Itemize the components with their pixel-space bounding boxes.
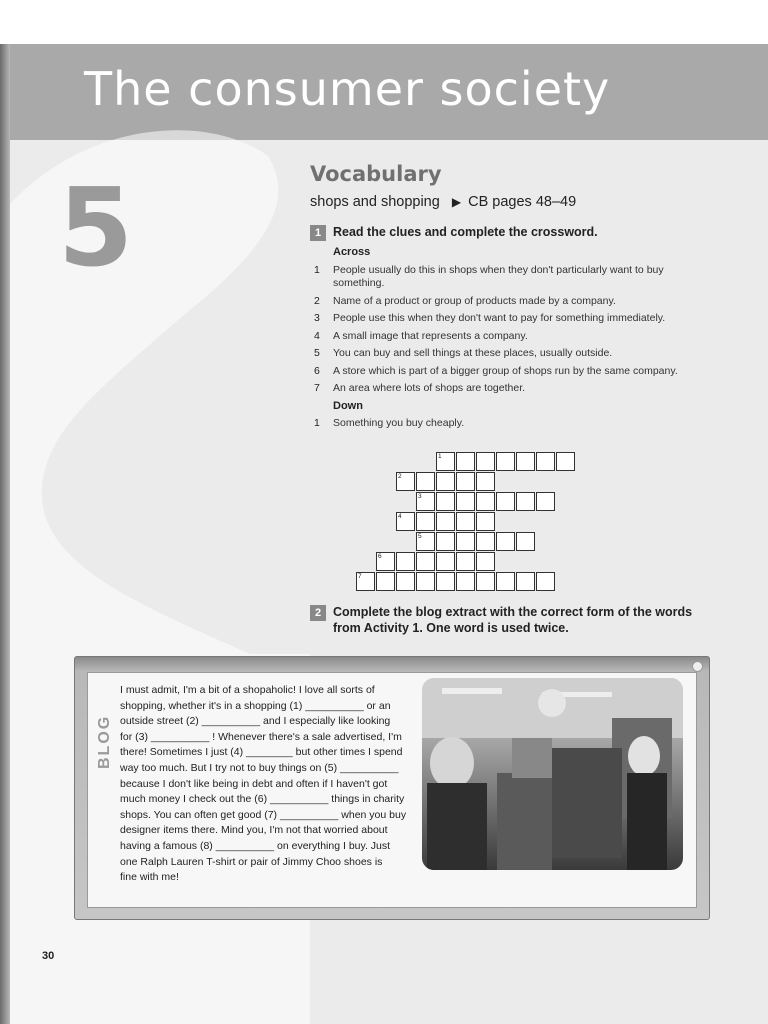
blog-line: outside street (2) __________ and I especially like looking	[120, 715, 391, 728]
crossword-cell[interactable]	[556, 452, 575, 471]
crossword-cell[interactable]	[436, 512, 455, 531]
crossword-cell[interactable]	[416, 512, 435, 531]
clue-text: You can buy and sell things at these places, usually outside.	[333, 347, 613, 359]
crossword-clues	[310, 246, 710, 435]
subheading	[310, 194, 576, 210]
blog-label: BLOG	[96, 714, 113, 769]
down-clues	[310, 417, 710, 431]
page-title: The consumer society	[84, 62, 611, 116]
crossword-cell[interactable]	[456, 532, 475, 551]
blog-line: having a famous (8) __________ on everything I buy. Just	[120, 839, 391, 852]
crossword-cell[interactable]	[476, 472, 495, 491]
clue-item	[310, 330, 710, 344]
crossword-cell[interactable]	[436, 472, 455, 491]
activity-instruction: Read the clues and complete the crossword.	[333, 225, 598, 239]
crossword-cell[interactable]	[516, 492, 535, 511]
crossword-cell[interactable]	[436, 552, 455, 571]
clue-item	[310, 264, 710, 291]
blog-line: much money I check out the (6) __________ things in charity	[120, 793, 405, 806]
cb-reference: CB pages 48–49	[468, 194, 577, 210]
page-number: 30	[42, 950, 55, 962]
activity-2-heading	[310, 604, 710, 636]
clue-text: Name of a product or group of products made by a company.	[333, 294, 616, 307]
crossword-cell[interactable]	[416, 532, 435, 551]
section-heading: Vocabulary	[310, 162, 442, 186]
crossword-cell[interactable]	[396, 472, 415, 491]
crossword-cell[interactable]	[436, 452, 455, 471]
clue-text: People usually do this in shops when they don't particularly want to buy something.	[333, 263, 664, 289]
blog-line: way too much. But I try not to buy things on (5) __________	[120, 761, 399, 774]
clue-number: 6	[314, 364, 320, 377]
crossword-clue-number: 1	[438, 453, 442, 460]
clue-number: 5	[314, 347, 320, 359]
clue-text: A small image that represents a company.	[333, 329, 528, 342]
clue-item	[310, 417, 710, 431]
crossword-clue-number: 4	[398, 513, 402, 520]
crossword-cell[interactable]	[436, 572, 455, 591]
crossword-cell[interactable]	[456, 512, 475, 531]
subheading-text: shops and shopping	[310, 194, 440, 210]
activity-number-badge: 2	[310, 605, 326, 621]
blog-window	[74, 656, 710, 920]
crossword-cell[interactable]	[536, 572, 555, 591]
blog-line: for (3) __________ ! Whenever there's a sale advertised, I'm	[120, 730, 402, 743]
blog-line: I must admit, I'm a bit of a shopaholic! I love all sorts of	[120, 684, 375, 696]
crossword-cell[interactable]	[536, 452, 555, 471]
crossword-cell[interactable]	[496, 532, 515, 551]
window-button-icon	[692, 661, 703, 672]
across-clues	[310, 264, 710, 396]
crossword-clue-number: 3	[418, 493, 422, 500]
down-label: Down	[333, 399, 363, 412]
blog-panel	[87, 672, 697, 908]
blog-line: designer items there. Mind you, I'm not that worried about	[120, 824, 388, 837]
crossword-cell[interactable]	[476, 532, 495, 551]
crossword-cell[interactable]	[476, 452, 495, 471]
page-binding-edge	[0, 44, 10, 1024]
crossword-cell[interactable]	[456, 472, 475, 491]
crossword-cell[interactable]	[456, 552, 475, 571]
crossword-cell[interactable]	[536, 492, 555, 511]
clue-text: A store which is part of a bigger group of shops run by the same company.	[333, 364, 678, 377]
workbook-page	[10, 44, 768, 1024]
crossword-cell[interactable]	[476, 512, 495, 531]
clue-item	[310, 312, 710, 326]
play-triangle-icon: ▶	[451, 195, 462, 209]
unit-number: 5	[58, 166, 134, 291]
crossword-cell[interactable]	[476, 492, 495, 511]
clue-item	[310, 365, 710, 379]
clue-item	[310, 295, 710, 309]
crossword-cell[interactable]	[456, 572, 475, 591]
crossword-cell[interactable]	[496, 572, 515, 591]
clue-number: 2	[314, 294, 320, 307]
crossword-cell[interactable]	[436, 532, 455, 551]
crossword-cell[interactable]	[436, 492, 455, 511]
clue-number: 4	[314, 329, 320, 342]
crossword-cell[interactable]	[376, 572, 395, 591]
crossword-cell[interactable]	[456, 452, 475, 471]
crossword-cell[interactable]	[396, 572, 415, 591]
across-label: Across	[333, 246, 371, 258]
clue-number: 1	[314, 417, 320, 429]
crossword-cell[interactable]	[456, 492, 475, 511]
clue-number: 7	[314, 382, 320, 394]
crossword-cell[interactable]	[416, 572, 435, 591]
crossword-cell[interactable]	[516, 452, 535, 471]
blog-line: one Ralph Lauren T-shirt or pair of Jimmy Choo shoes is	[120, 855, 383, 868]
clue-item	[310, 382, 710, 396]
crossword-clue-number: 7	[358, 573, 362, 580]
activity-1-heading	[310, 224, 598, 241]
activity-number-badge: 1	[310, 225, 326, 241]
crossword-cell[interactable]	[496, 452, 515, 471]
activity-instruction: Complete the blog extract with the correct form of the words from Activity 1. One word is used twice.	[333, 605, 693, 635]
crossword-cell[interactable]	[516, 572, 535, 591]
clue-text: Something you buy cheaply.	[333, 417, 465, 429]
blog-text	[120, 683, 424, 886]
clue-text: An area where lots of shops are together.	[333, 382, 526, 394]
crossword-cell[interactable]	[396, 512, 415, 531]
crossword-cell[interactable]	[416, 552, 435, 571]
clue-number: 3	[314, 312, 320, 324]
crossword-cell[interactable]	[376, 552, 395, 571]
blog-line: fine with me!	[120, 871, 179, 884]
clue-item	[310, 347, 710, 361]
crossword-cell[interactable]	[516, 532, 535, 551]
crossword-cell[interactable]	[416, 472, 435, 491]
crossword-cell[interactable]	[476, 572, 495, 591]
crossword-cell[interactable]	[396, 552, 415, 571]
crossword-clue-number: 6	[378, 553, 382, 560]
blog-line: shopping, whether it's in a shopping (1) __________ or an	[120, 699, 391, 712]
blog-line: there! Sometimes I just (4) ________ but other times I spend	[120, 746, 403, 759]
clue-text: People use this when they don't want to pay for something immediately.	[333, 312, 666, 324]
crossword-cell[interactable]	[476, 552, 495, 571]
blog-line: because I don't like being in debt and often if I haven't got	[120, 777, 388, 790]
shop-photo-illustration	[422, 678, 683, 870]
crossword-clue-number: 2	[398, 473, 402, 480]
blog-line: shops. You can often get good (7) __________ when you buy	[120, 808, 407, 821]
crossword-cell[interactable]	[416, 492, 435, 511]
clue-number: 1	[314, 263, 320, 276]
crossword-clue-number: 5	[418, 533, 422, 540]
crossword-cell[interactable]	[496, 492, 515, 511]
shop-photo	[422, 678, 683, 870]
crossword-cell[interactable]	[356, 572, 375, 591]
